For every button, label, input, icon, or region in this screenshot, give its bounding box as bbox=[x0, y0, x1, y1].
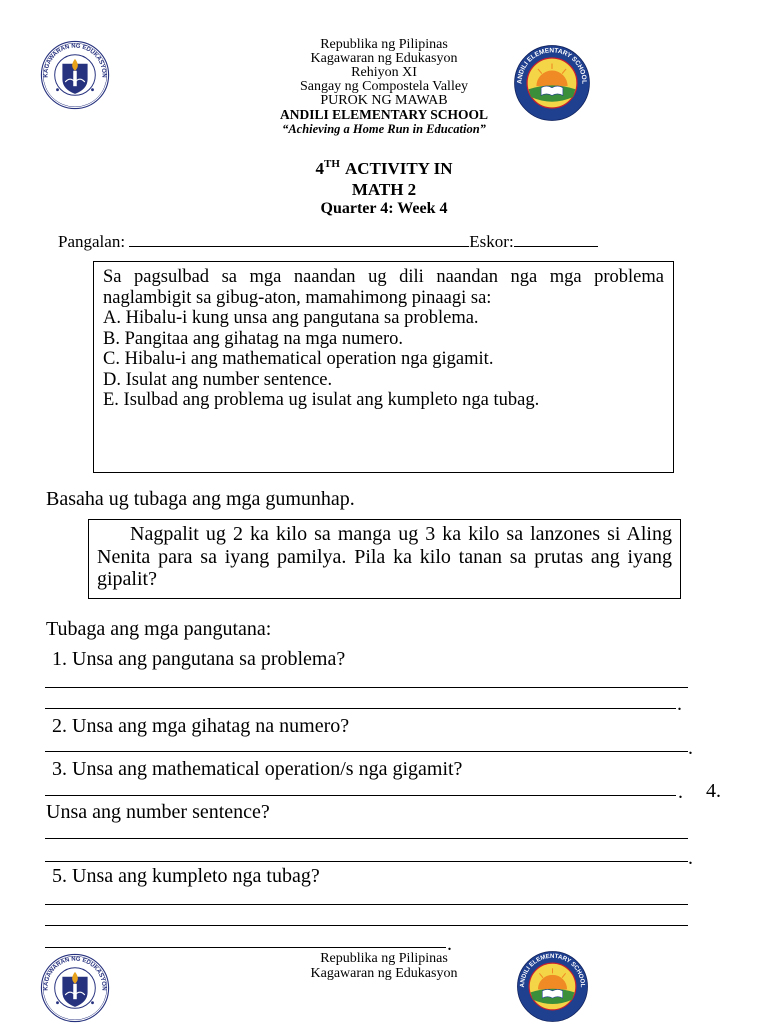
instruction-step: D. Isulat ang number sentence. bbox=[103, 369, 333, 390]
letterhead bbox=[0, 38, 768, 137]
answer-line bbox=[45, 795, 676, 796]
question-3 bbox=[52, 758, 462, 780]
answer-line bbox=[45, 838, 688, 839]
question-number: 3. bbox=[52, 758, 67, 780]
read-prompt: Basaha ug tubaga ang mga gumunhap. bbox=[46, 488, 355, 510]
school-seal-icon bbox=[516, 950, 589, 1023]
school-motto: “Achieving a Home Run in Education” bbox=[282, 122, 486, 136]
footer-department: Kagawaran ng Edukasyon bbox=[310, 965, 458, 981]
answer-line bbox=[45, 861, 688, 862]
instruction-step: C. Hibalu-i ang mathematical operation nga gigamit. bbox=[103, 349, 494, 369]
question-4-text: Unsa ang number sentence? bbox=[46, 801, 270, 823]
activity-number: 4 bbox=[315, 159, 325, 178]
question-5 bbox=[52, 865, 320, 887]
deped-seal-icon bbox=[40, 953, 110, 1023]
letterhead-country: Republika ng Pilipinas bbox=[320, 37, 448, 52]
problem-text: Nagpalit ug 2 ka kilo sa manga ug 3 ka kilo sa lanzones si Aling Nenita para sa iyang pamilya. Pila ka kilo tanan sa prutas ang iyang gipalit? bbox=[97, 523, 672, 590]
activity-title bbox=[0, 159, 768, 179]
question-text: Unsa ang mga gihatag na numero? bbox=[72, 715, 350, 737]
score-label: Eskor: bbox=[469, 232, 514, 251]
answer-prompt: Tubaga ang mga pangutana: bbox=[46, 618, 272, 640]
line-end-period: . bbox=[688, 847, 693, 869]
activity-period: Quarter 4: Week 4 bbox=[320, 200, 448, 217]
line-end-period: . bbox=[447, 933, 452, 955]
question-4-number: 4. bbox=[706, 780, 721, 802]
activity-title-text: ACTIVITY IN bbox=[344, 159, 453, 178]
answer-line bbox=[45, 708, 676, 709]
letterhead-department: Kagawaran ng Edukasyon bbox=[310, 51, 458, 66]
line-end-period: . bbox=[678, 781, 683, 803]
score-blank bbox=[514, 231, 598, 247]
activity-subject: MATH 2 bbox=[351, 180, 417, 199]
name-blank bbox=[129, 231, 469, 247]
answer-line bbox=[45, 925, 688, 926]
answer-line bbox=[45, 687, 688, 688]
instruction-step: B. Pangitaa ang gihatag na mga numero. bbox=[103, 328, 404, 349]
footer bbox=[0, 952, 768, 981]
name-label: Pangalan: bbox=[58, 232, 126, 251]
instruction-step: E. Isulbad ang problema ug isulat ang kumpleto nga tubag. bbox=[103, 390, 540, 410]
letterhead-region: Rehiyon XI bbox=[351, 65, 417, 80]
question-number: 5. bbox=[52, 865, 67, 887]
instructions-box bbox=[93, 261, 674, 473]
answer-line bbox=[45, 947, 446, 948]
answer-line bbox=[45, 904, 688, 905]
answer-line bbox=[45, 751, 688, 752]
line-end-period: . bbox=[677, 693, 682, 715]
name-score-line bbox=[58, 231, 598, 252]
line-end-period: . bbox=[688, 737, 693, 759]
footer-country: Republika ng Pilipinas bbox=[320, 951, 448, 966]
question-number: 2. bbox=[52, 715, 67, 737]
question-number: 1. bbox=[52, 648, 67, 670]
question-text: Unsa ang mathematical operation/s nga gigamit? bbox=[72, 758, 463, 780]
question-1 bbox=[52, 648, 345, 670]
school-name: ANDILI ELEMENTARY SCHOOL bbox=[279, 107, 489, 122]
instruction-step: A. Hibalu-i kung unsa ang pangutana sa problema. bbox=[103, 308, 479, 328]
question-text: Unsa ang pangutana sa problema? bbox=[72, 648, 346, 670]
activity-number-suffix: TH bbox=[324, 158, 340, 170]
problem-box bbox=[88, 519, 681, 599]
letterhead-district: PUROK NG MAWAB bbox=[320, 93, 448, 108]
letterhead-division: Sangay ng Compostela Valley bbox=[299, 79, 469, 94]
question-text: Unsa ang kumpleto nga tubag? bbox=[72, 865, 320, 887]
instructions-intro: Sa pagsulbad sa mga naandan ug dili naandan nga mga problema naglambigit sa gibug-aton, mamahimong pinaagi sa: bbox=[103, 267, 664, 308]
question-2 bbox=[52, 715, 349, 737]
